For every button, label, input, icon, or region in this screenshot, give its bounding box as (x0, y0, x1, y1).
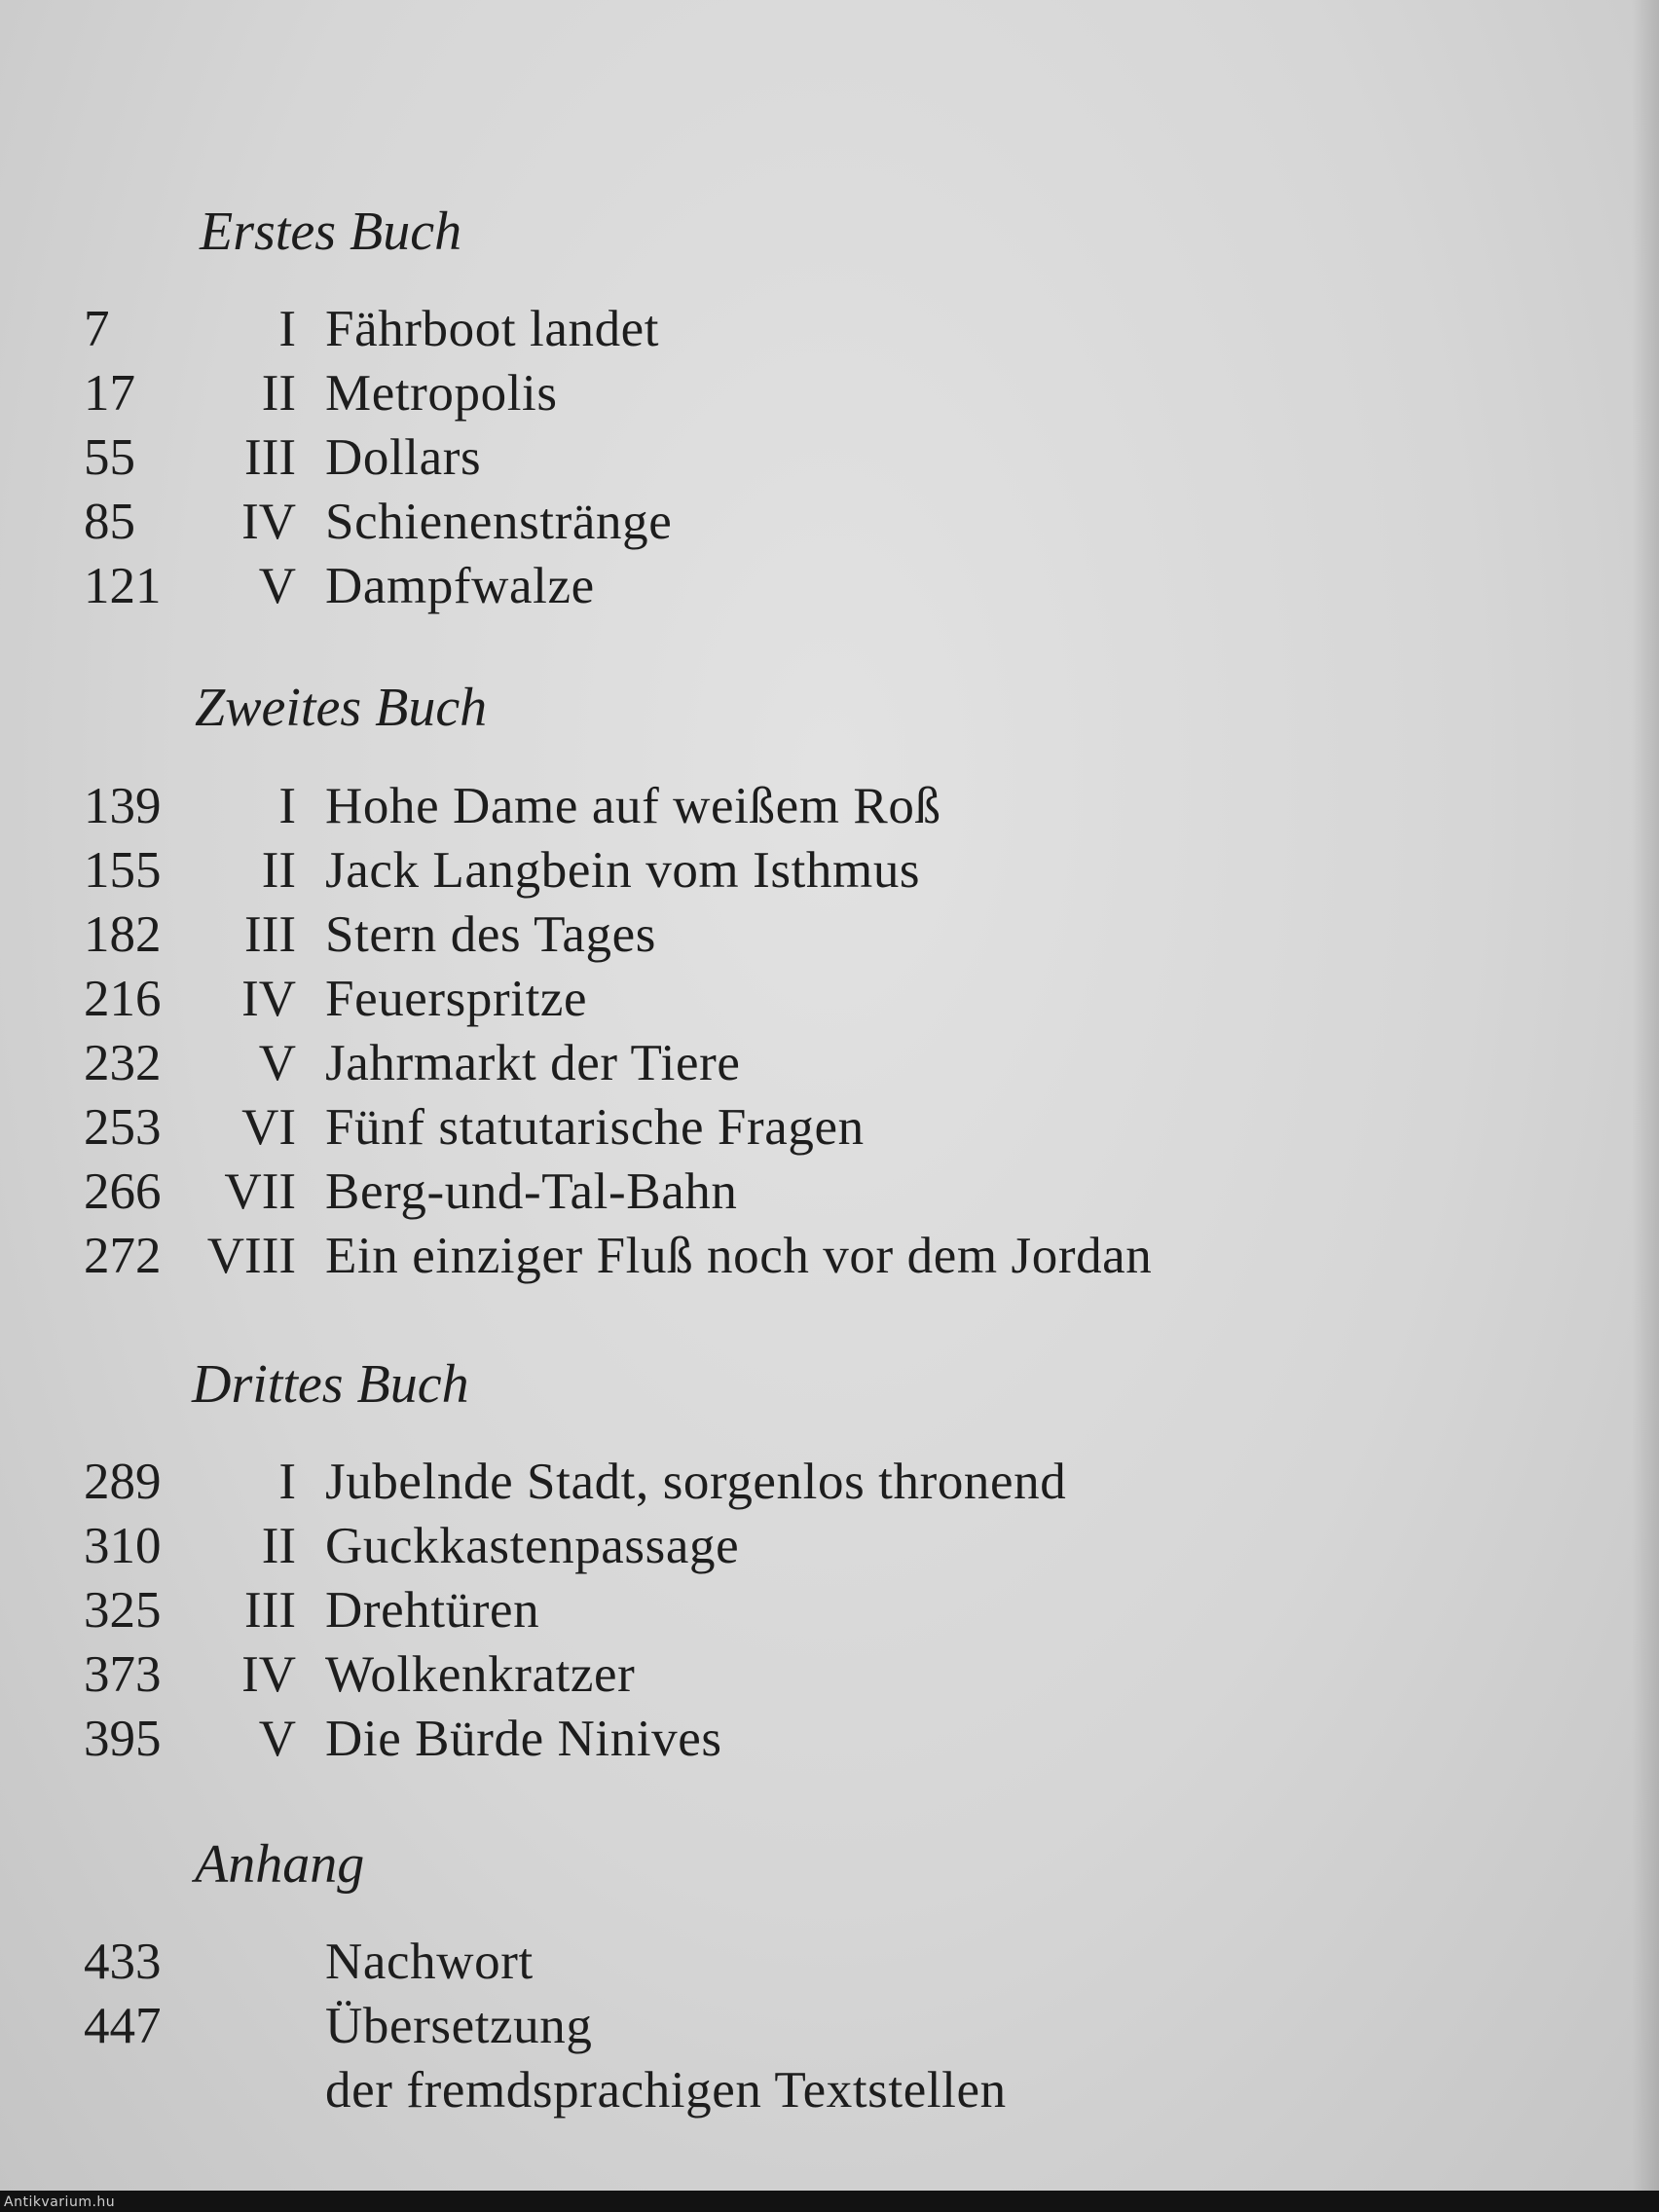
chapter-title: Fährboot landet (325, 301, 660, 357)
chapter-numeral: V (258, 1035, 296, 1091)
chapter-title: Nachwort (325, 1934, 534, 1990)
toc-entry (0, 903, 1659, 968)
toc-entry (0, 968, 1659, 1032)
page-number: 55 (84, 429, 135, 486)
page-number: 139 (84, 778, 162, 834)
toc-entry (0, 362, 1659, 426)
chapter-numeral: II (261, 1518, 296, 1574)
bottom-band (0, 2191, 1659, 2212)
chapter-title: Drehtüren (325, 1582, 540, 1639)
chapter-numeral: IV (241, 971, 296, 1027)
page-number: 7 (84, 301, 110, 357)
chapter-title: Wolkenkratzer (325, 1646, 636, 1703)
toc-entry (0, 298, 1659, 362)
chapter-title: Dollars (325, 429, 482, 486)
chapter-numeral: I (278, 301, 296, 357)
chapter-title: Die Bürde Ninives (325, 1711, 722, 1767)
toc-entry (0, 839, 1659, 903)
chapter-numeral: I (278, 1454, 296, 1510)
page-edge-shadow (1632, 0, 1659, 2212)
chapter-numeral: IV (241, 1646, 296, 1703)
watermark: Antikvarium.hu (4, 2194, 116, 2210)
chapter-numeral: III (244, 1582, 296, 1639)
page-number: 310 (84, 1518, 162, 1574)
chapter-title: Jack Langbein vom Isthmus (325, 842, 921, 899)
chapter-title: Stern des Tages (325, 906, 656, 963)
chapter-title: Feuerspritze (325, 971, 588, 1027)
chapter-title: Fünf statutarische Fragen (325, 1099, 865, 1156)
toc-entry (0, 1643, 1659, 1708)
chapter-numeral: VII (224, 1163, 296, 1220)
toc-entry (0, 555, 1659, 619)
chapter-numeral: VIII (206, 1228, 296, 1284)
chapter-numeral: I (278, 778, 296, 834)
toc-entry (0, 1995, 1659, 2123)
chapter-title: Dampfwalze (325, 558, 595, 614)
toc-entry (0, 1225, 1659, 1289)
chapter-title: Jubelnde Stadt, sorgenlos thronend (325, 1454, 1067, 1510)
page-number: 121 (84, 558, 162, 614)
chapter-title: Hohe Dame auf weißem Roß (325, 778, 941, 834)
chapter-numeral: V (258, 1711, 296, 1767)
page-number: 232 (84, 1035, 162, 1091)
page-number: 325 (84, 1582, 162, 1639)
page-number: 253 (84, 1099, 162, 1156)
page-number: 266 (84, 1163, 162, 1220)
chapter-numeral: IV (241, 494, 296, 550)
chapter-numeral: VI (241, 1099, 296, 1156)
toc-entry (0, 426, 1659, 491)
page-number: 373 (84, 1646, 162, 1703)
toc-entry (0, 1931, 1659, 1995)
toc-entry (0, 1096, 1659, 1161)
page-number: 433 (84, 1934, 162, 1990)
toc-entry (0, 1161, 1659, 1225)
chapter-numeral: III (244, 906, 296, 963)
toc-entry (0, 491, 1659, 555)
book-heading: Erstes Buch (200, 202, 462, 262)
toc-entry (0, 1451, 1659, 1515)
page-number: 272 (84, 1228, 162, 1284)
toc-entry (0, 775, 1659, 839)
toc-entry (0, 1515, 1659, 1579)
page-number: 395 (84, 1711, 162, 1767)
book-heading: Zweites Buch (195, 678, 488, 738)
chapter-numeral: V (258, 558, 296, 614)
toc-entry (0, 1579, 1659, 1643)
chapter-title: Jahrmarkt der Tiere (325, 1035, 741, 1091)
chapter-title: Metropolis (325, 365, 558, 422)
page-number: 289 (84, 1454, 162, 1510)
page-number: 17 (84, 365, 135, 422)
page-number: 155 (84, 842, 162, 899)
chapter-title: Ein einziger Fluß noch vor dem Jordan (325, 1228, 1153, 1284)
book-heading: Anhang (195, 1834, 365, 1895)
chapter-title: Schienenstränge (325, 494, 673, 550)
chapter-title: Guckkastenpassage (325, 1518, 740, 1574)
page-number: 216 (84, 971, 162, 1027)
book-heading: Drittes Buch (192, 1354, 469, 1415)
page-number: 85 (84, 494, 135, 550)
chapter-title-continuation: der fremdsprachigen Textstellen (325, 2062, 1007, 2119)
toc-entry (0, 1708, 1659, 1772)
chapter-title: Berg-und-Tal-Bahn (325, 1163, 738, 1220)
chapter-numeral: II (261, 365, 296, 422)
toc-entry (0, 1032, 1659, 1096)
page-number: 447 (84, 1998, 162, 2054)
chapter-numeral: II (261, 842, 296, 899)
chapter-numeral: III (244, 429, 296, 486)
chapter-title: Übersetzung (325, 1998, 593, 2054)
page-number: 182 (84, 906, 162, 963)
